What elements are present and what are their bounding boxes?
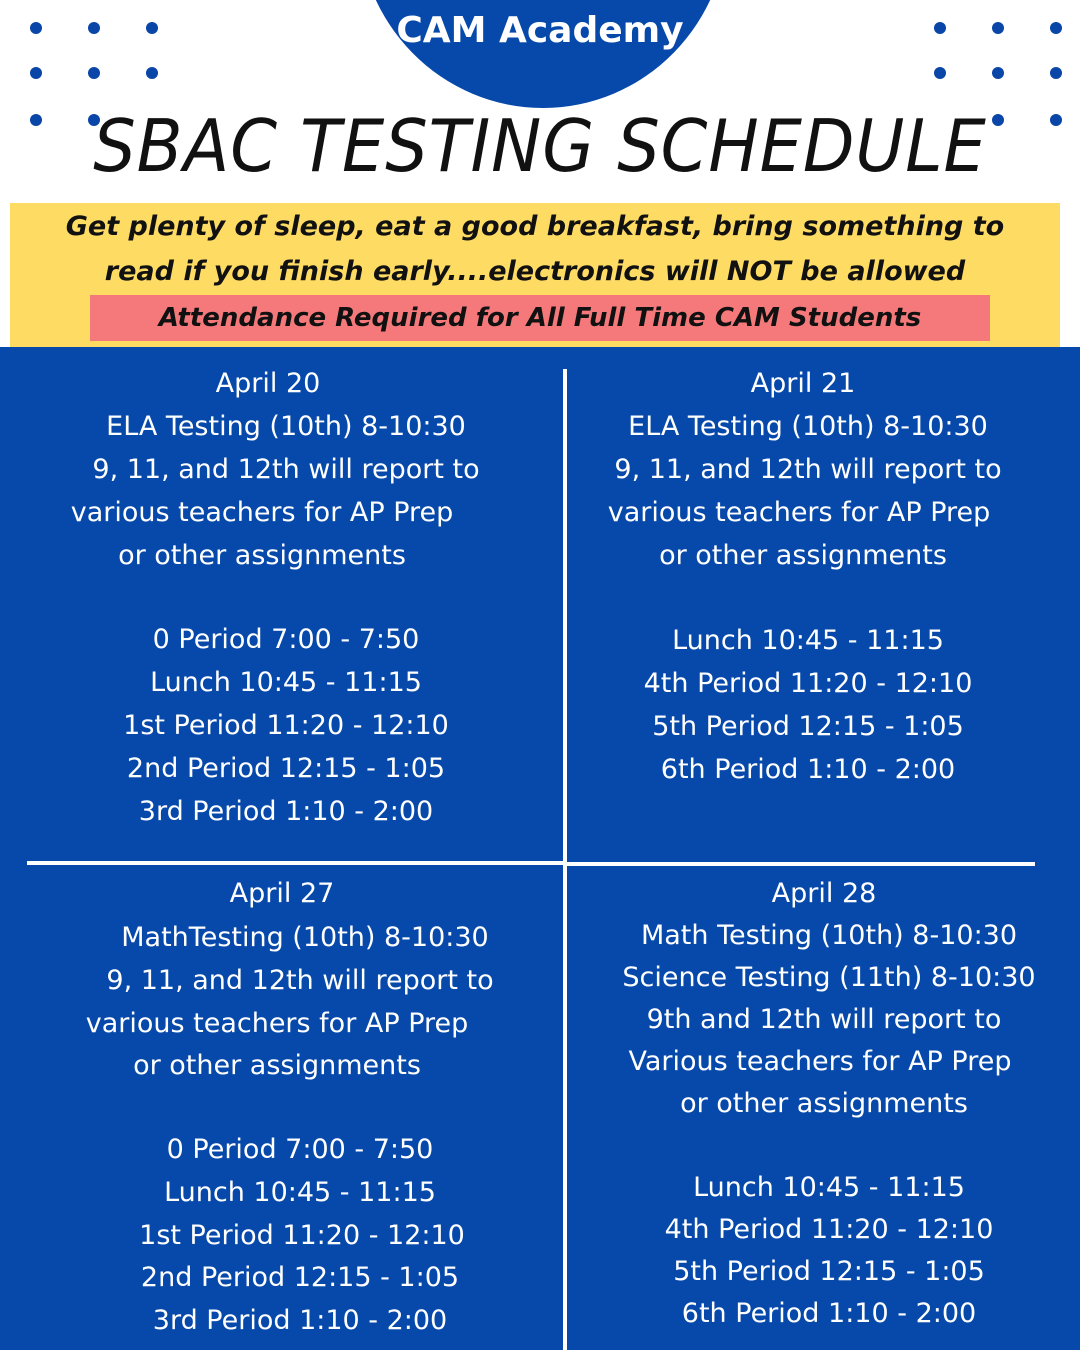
testing-line: ELA Testing (10th) 8-10:30: [628, 411, 988, 442]
period-line: 2nd Period 12:15 - 1:05: [126, 753, 446, 784]
report-line: 9, 11, and 12th will report to: [614, 454, 1002, 485]
day-date: April 20: [215, 368, 321, 399]
report-line: various teachers for AP Prep: [607, 497, 991, 528]
academy-name: CAM Academy: [396, 10, 684, 51]
page-title: SBAC TESTING SCHEDULE: [93, 104, 987, 188]
report-line: or other assignments: [133, 1050, 421, 1081]
period-line: 4th Period 11:20 - 12:10: [664, 1214, 994, 1245]
notice-line-2: read if you finish early....electronics will NOT be allowed: [104, 256, 966, 287]
period-line: 1st Period 11:20 - 12:10: [123, 710, 449, 741]
report-line: or other assignments: [118, 540, 406, 571]
day-date: April 28: [771, 878, 877, 909]
notice-banner: [10, 203, 1060, 347]
testing-line: Science Testing (11th) 8-10:30: [622, 962, 1036, 993]
period-line: 5th Period 12:15 - 1:05: [652, 711, 964, 742]
report-line: various teachers for AP Prep: [85, 1008, 469, 1039]
period-line: 1st Period 11:20 - 12:10: [139, 1220, 465, 1251]
testing-line: ELA Testing (10th) 8-10:30: [106, 411, 466, 442]
period-line: Lunch 10:45 - 11:15: [164, 1177, 436, 1208]
testing-line: Math Testing (10th) 8-10:30: [640, 920, 1018, 951]
period-line: 2nd Period 12:15 - 1:05: [140, 1262, 460, 1293]
period-line: 0 Period 7:00 - 7:50: [152, 624, 420, 655]
report-line: Various teachers for AP Prep: [628, 1046, 1012, 1077]
report-line: 9, 11, and 12th will report to: [106, 965, 494, 996]
report-line: various teachers for AP Prep: [70, 497, 454, 528]
attendance-notice: Attendance Required for All Full Time CAM Students: [90, 295, 990, 341]
day-date: April 21: [750, 368, 856, 399]
testing-line: MathTesting (10th) 8-10:30: [121, 922, 489, 953]
horizontal-divider-left: [27, 861, 564, 865]
period-line: 6th Period 1:10 - 2:00: [681, 1298, 977, 1329]
period-line: 4th Period 11:20 - 12:10: [643, 668, 973, 699]
schedule-panel: [0, 347, 1080, 1350]
period-line: 0 Period 7:00 - 7:50: [166, 1134, 434, 1165]
horizontal-divider-right: [567, 862, 1035, 866]
report-line: 9, 11, and 12th will report to: [92, 454, 480, 485]
report-line: or other assignments: [680, 1088, 968, 1119]
report-line: 9th and 12th will report to: [646, 1004, 1002, 1035]
period-line: Lunch 10:45 - 11:15: [150, 667, 422, 698]
notice-line-1: Get plenty of sleep, eat a good breakfast, bring something to: [65, 211, 1005, 242]
period-line: 5th Period 12:15 - 1:05: [673, 1256, 985, 1287]
period-line: Lunch 10:45 - 11:15: [672, 625, 944, 656]
period-line: 6th Period 1:10 - 2:00: [660, 754, 956, 785]
period-line: 3rd Period 1:10 - 2:00: [152, 1305, 448, 1336]
period-line: 3rd Period 1:10 - 2:00: [138, 796, 434, 827]
report-line: or other assignments: [659, 540, 947, 571]
vertical-divider: [563, 369, 567, 1350]
day-date: April 27: [229, 878, 335, 909]
period-line: Lunch 10:45 - 11:15: [693, 1172, 965, 1203]
